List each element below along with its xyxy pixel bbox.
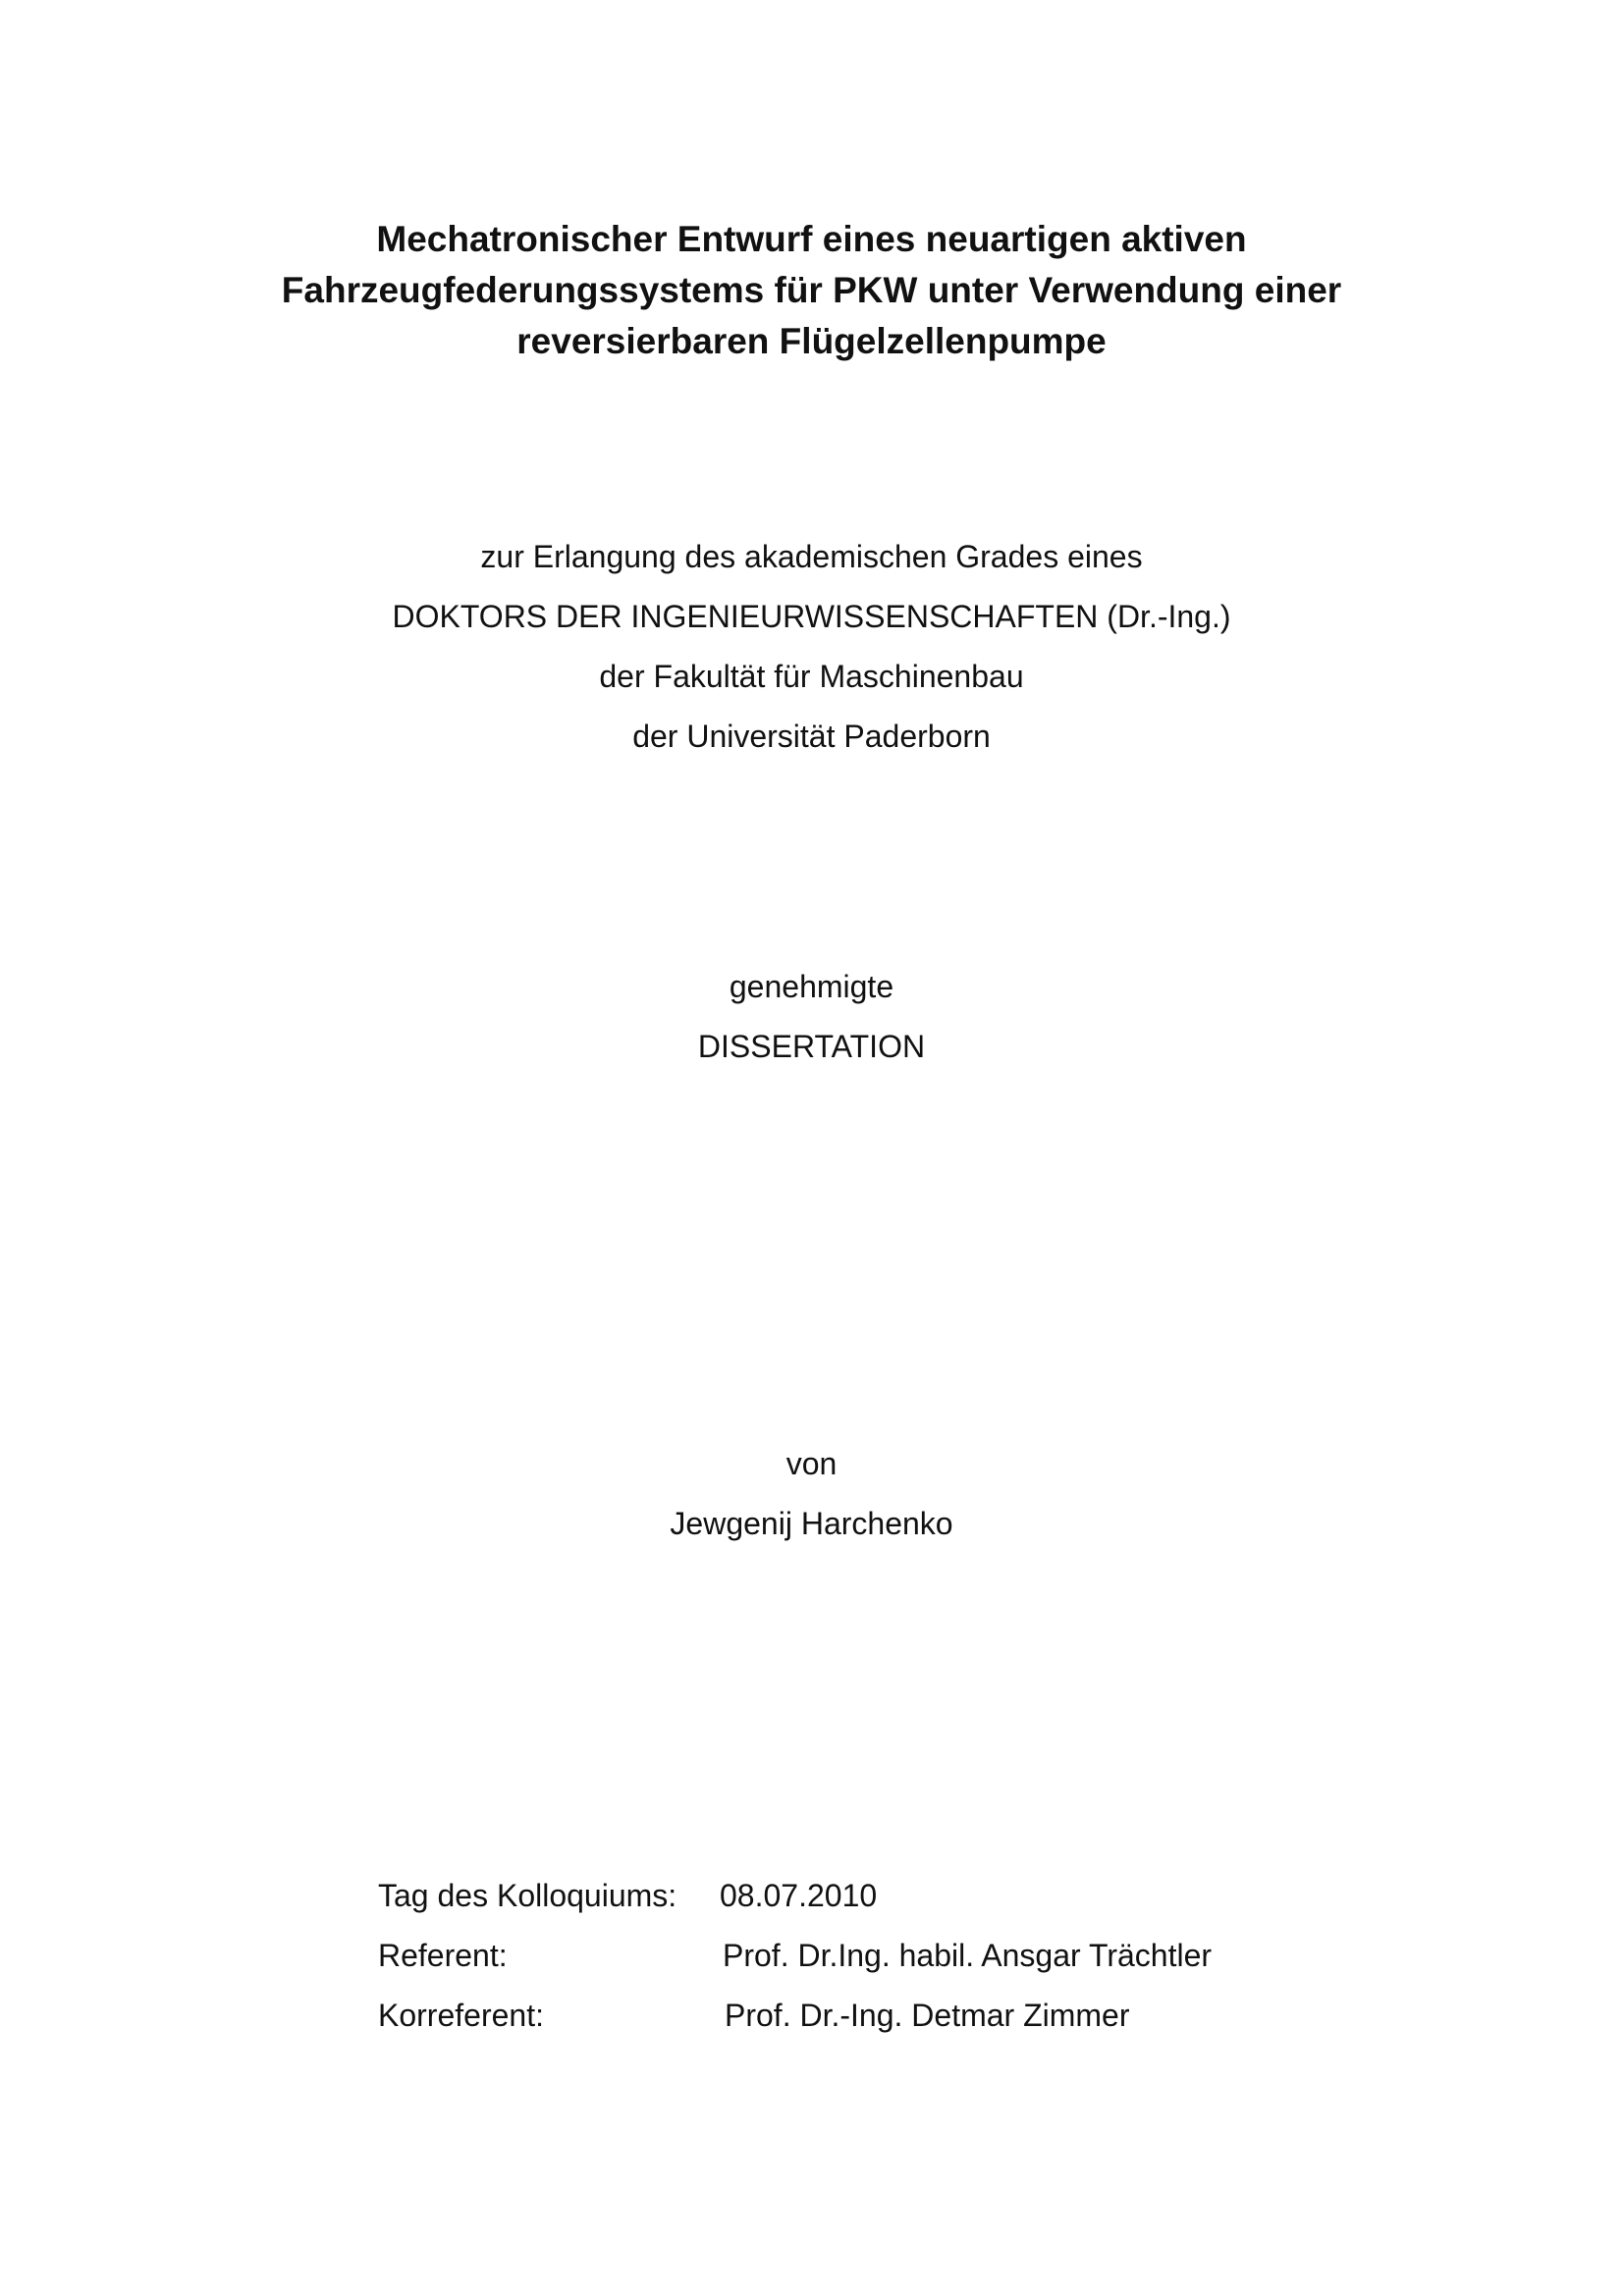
title-line-3: reversierbaren Flügelzellenpumpe bbox=[516, 321, 1107, 361]
referent-label: Referent: bbox=[378, 1938, 508, 1973]
dissertation-label bbox=[0, 957, 1623, 1077]
by-text: von bbox=[785, 1446, 838, 1481]
korreferent-label: Korreferent: bbox=[378, 1998, 544, 2033]
referent-name: Prof. Dr.Ing. habil. Ansgar Trächtler bbox=[723, 1938, 1213, 1973]
author-block bbox=[0, 1434, 1623, 1554]
degree-line-1: zur Erlangung des akademischen Grades eines bbox=[480, 539, 1143, 574]
degree-line-2: DOKTORS DER INGENIEURWISSENSCHAFTEN (Dr.-Ing.) bbox=[392, 599, 1231, 634]
degree-line-3: der Fakultät für Maschinenbau bbox=[599, 659, 1024, 694]
dissertation-title bbox=[0, 214, 1623, 367]
author-name: Jewgenij Harchenko bbox=[670, 1506, 953, 1541]
degree-statement bbox=[0, 527, 1623, 767]
approved-text: genehmigte bbox=[729, 969, 894, 1004]
title-line-1: Mechatronischer Entwurf eines neuartigen aktiven bbox=[376, 219, 1247, 259]
colloquium-date: 08.07.2010 bbox=[720, 1878, 878, 1913]
title-line-2: Fahrzeugfederungssystems für PKW unter Verwendung einer bbox=[281, 270, 1342, 310]
dissertation-type: DISSERTATION bbox=[697, 1029, 926, 1064]
korreferent-name: Prof. Dr.-Ing. Detmar Zimmer bbox=[725, 1998, 1130, 2033]
colloquium-label: Tag des Kolloquiums: bbox=[378, 1878, 677, 1913]
degree-line-4: der Universität Paderborn bbox=[632, 719, 991, 754]
